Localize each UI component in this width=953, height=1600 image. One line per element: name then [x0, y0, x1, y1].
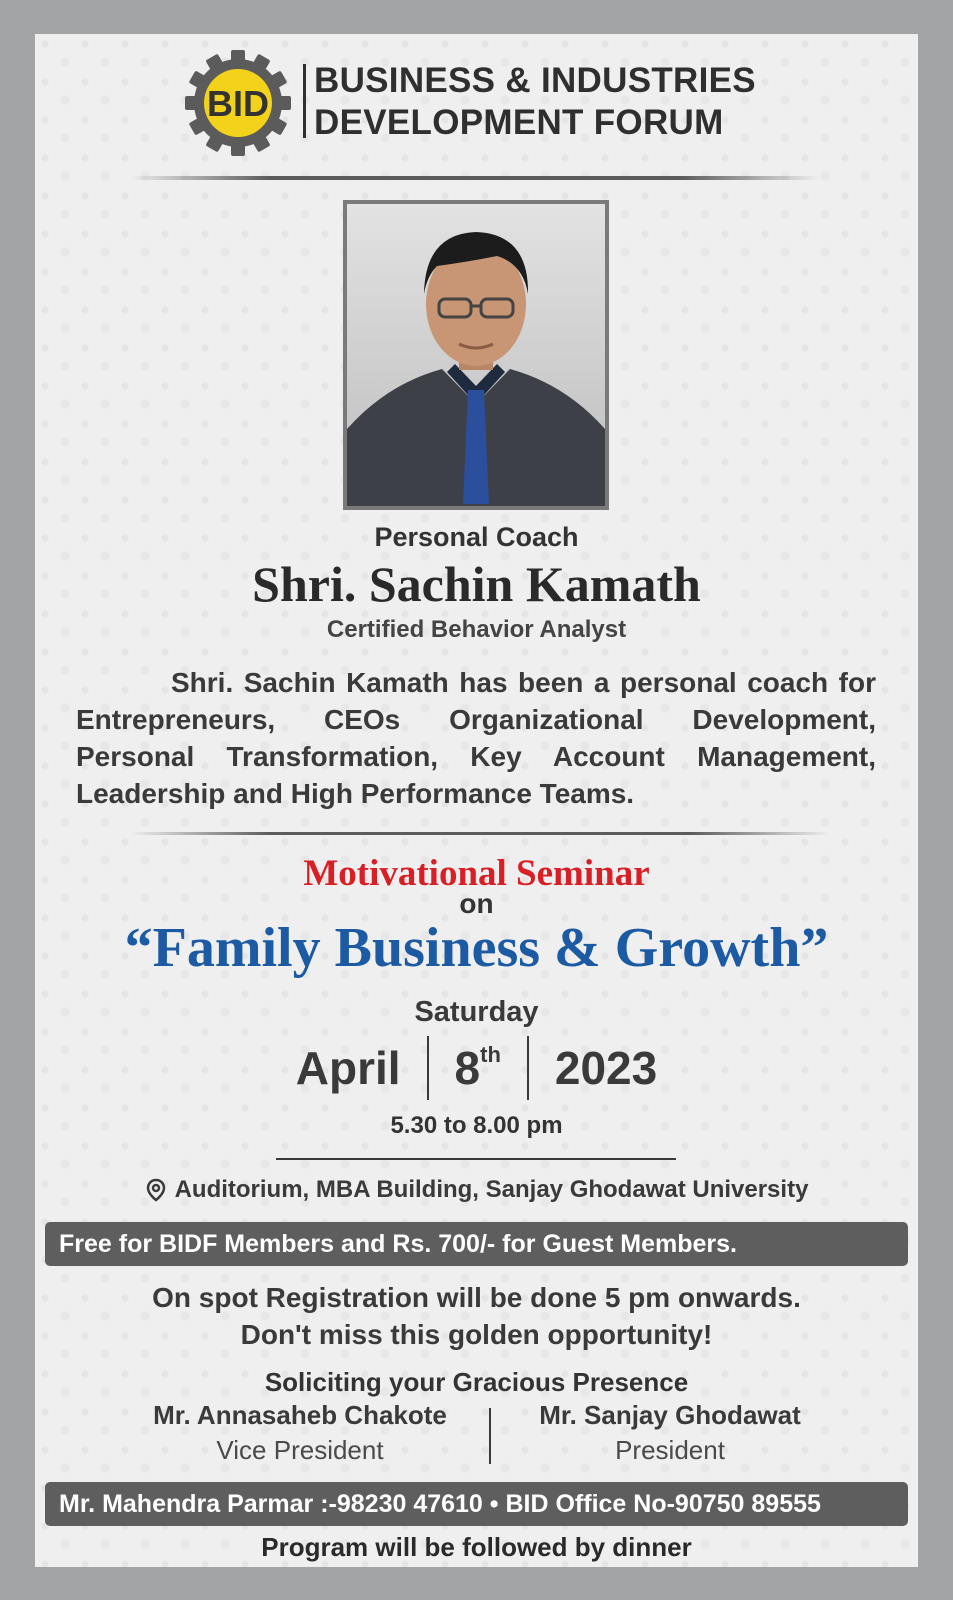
fee-banner: Free for BIDF Members and Rs. 700/- for Guest Members.	[45, 1222, 908, 1266]
person-title: Vice President	[216, 1435, 384, 1465]
person-name: Mr. Sanjay Ghodawat	[539, 1400, 801, 1430]
event-day: Saturday	[414, 996, 539, 1028]
speaker-photo-frame	[343, 200, 609, 510]
opportunity-note: Don't miss this golden opportunity!	[240, 1319, 713, 1350]
person-vice-president	[105, 1400, 495, 1466]
org-name-line-1: BUSINESS & INDUSTRIES	[314, 61, 756, 100]
org-name-line-2: DEVELOPMENT FORUM	[314, 103, 724, 142]
footer-note: Program will be followed by dinner	[261, 1532, 692, 1562]
speaker-certification: Certified Behavior Analyst	[326, 616, 627, 643]
event-date-number: 8	[454, 1042, 481, 1094]
event-topic: “Family Business & Growth”	[124, 917, 829, 979]
section-rule	[130, 832, 830, 835]
event-time: 5.30 to 8.00 pm	[390, 1112, 563, 1139]
contact-banner: Mr. Mahendra Parmar :-98230 47610 • BID Office No-90750 89555	[45, 1482, 908, 1526]
venue-text: Auditorium, MBA Building, Sanjay Ghodawat University	[174, 1176, 809, 1203]
speaker-photo	[347, 204, 605, 506]
person-title: President	[615, 1435, 725, 1465]
person-president	[475, 1400, 865, 1466]
event-on-label: on	[459, 888, 494, 919]
location-pin-icon	[145, 1178, 167, 1202]
organization-name	[314, 60, 756, 144]
header-rule	[130, 176, 820, 180]
speaker-bio: Shri. Sachin Kamath has been a personal coach for Entrepreneurs, CEOs Organizational Development, Personal Transformation, Key Account Management, Leadership and High Performance Teams.	[76, 667, 876, 809]
presence-heading: Soliciting your Gracious Presence	[264, 1367, 689, 1397]
person-name: Mr. Annasaheb Chakote	[153, 1400, 447, 1430]
event-year: 2023	[554, 1042, 658, 1094]
logo-lettering: BID	[207, 83, 269, 124]
date-separator	[427, 1036, 429, 1100]
speaker-name: Shri. Sachin Kamath	[252, 556, 701, 612]
event-month: April	[295, 1042, 401, 1094]
registration-note: On spot Registration will be done 5 pm onwards.	[152, 1282, 801, 1313]
time-venue-rule	[276, 1158, 676, 1160]
event-type: Motivational Seminar	[303, 853, 650, 894]
gear-logo-icon	[183, 48, 293, 158]
header-divider	[303, 64, 306, 138]
event-date-suffix: th	[480, 1041, 501, 1067]
event-date-day	[455, 1041, 501, 1095]
event-date	[0, 1036, 953, 1100]
speaker-role: Personal Coach	[374, 522, 579, 552]
speaker-portrait-illustration	[347, 204, 605, 506]
date-separator	[527, 1036, 529, 1100]
event-venue	[0, 1176, 953, 1204]
